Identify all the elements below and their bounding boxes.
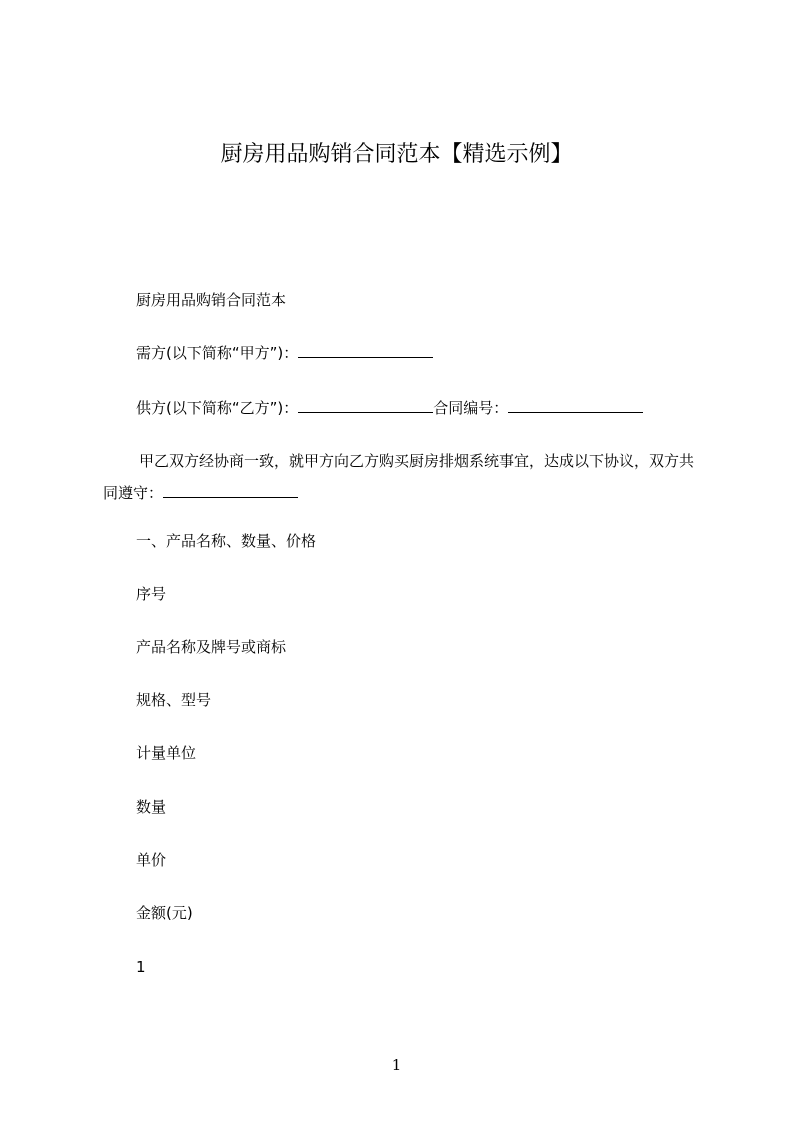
- table-row-index: 1: [136, 958, 146, 976]
- buyer-label: 需方(以下简称“甲方”)：: [136, 344, 299, 362]
- page-number: 1: [391, 1056, 402, 1074]
- table-header-product-name: 产品名称及牌号或商标: [136, 638, 287, 656]
- document-title: 厨房用品购销合同范本【精选示例】: [220, 142, 573, 167]
- table-header-index: 序号: [136, 585, 167, 603]
- buyer-blank-field: [298, 343, 433, 358]
- buyer-line: [136, 343, 433, 363]
- section-1-heading: 一、产品名称、数量、价格: [136, 532, 317, 550]
- intro-text: 甲乙双方经协商一致，就甲方向乙方购买厨房排烟系统事宜，达成以下协议，双方共同遵守：: [103, 452, 695, 502]
- table-header-amount: 金额(元): [136, 904, 193, 922]
- table-header-unit-price: 单价: [136, 851, 167, 869]
- intro-paragraph: [103, 445, 703, 509]
- contract-no-label: 合同编号：: [433, 399, 509, 417]
- contract-no-blank-field: [508, 398, 643, 413]
- table-header-unit: 计量单位: [136, 744, 197, 762]
- table-header-spec: 规格、型号: [136, 691, 212, 709]
- document-subtitle: 厨房用品购销合同范本: [136, 291, 287, 309]
- seller-label: 供方(以下简称“乙方”)：: [136, 399, 299, 417]
- table-header-quantity: 数量: [136, 798, 167, 816]
- seller-line: [136, 398, 643, 418]
- seller-blank-field: [298, 398, 433, 413]
- intro-blank-field: [163, 483, 298, 498]
